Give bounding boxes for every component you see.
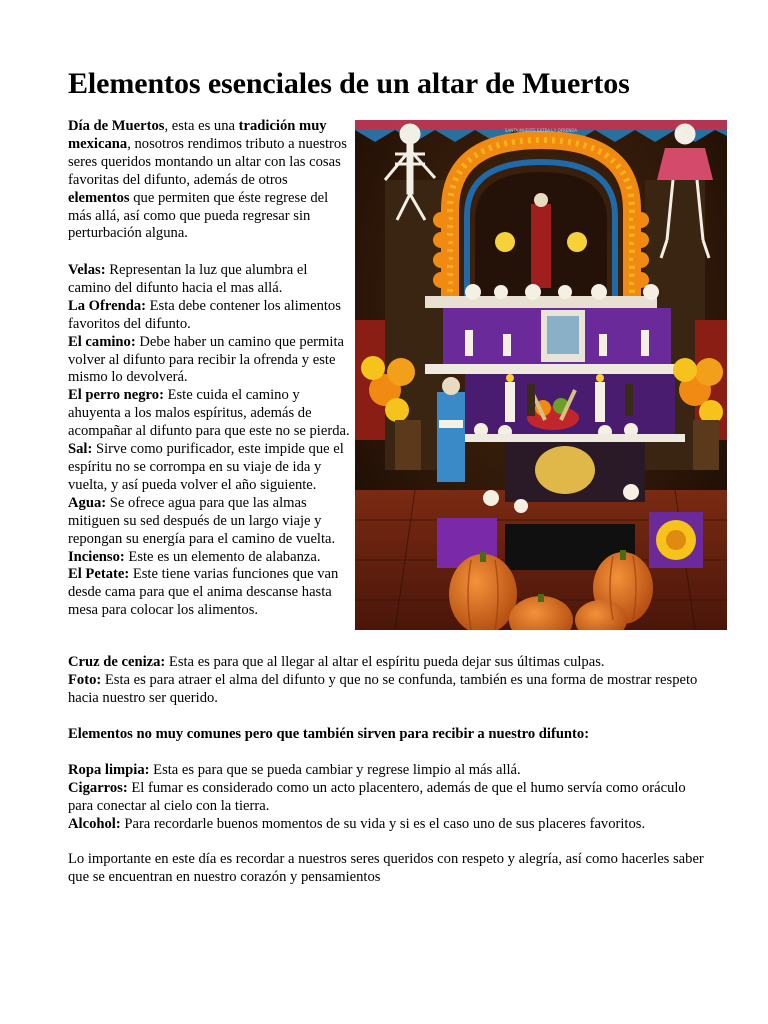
intro-text-1: , esta es una (164, 118, 239, 134)
element-term: Ropa limpia: (68, 762, 150, 778)
elements-list (68, 262, 352, 620)
element-text: Debe haber un camino que permita volver al difunto para recibir la ofrenda y este mismo lo devolverá. (68, 333, 344, 386)
element-term: La Ofrenda: (68, 297, 146, 314)
intro-text-2: , nosotros rendimos tributo a nuestros seres queridos montando un altar con las cosas favoritas del difunto, además de otros (68, 135, 347, 188)
intro-paragraph (68, 118, 352, 243)
intro-bold-1: Día de Muertos (68, 118, 165, 134)
element-term: Cruz de ceniza: (68, 654, 166, 670)
element-term: Incienso: (68, 548, 125, 565)
element-term: Foto: (68, 671, 102, 688)
element-term: Velas: (68, 262, 106, 278)
element-term: El Petate: (68, 566, 130, 583)
wide-elements-list (68, 654, 708, 708)
element-term: Agua: (68, 494, 107, 511)
element-term: Sal: (68, 441, 93, 458)
element-text: Este es un elemento de alabanza. (124, 548, 321, 565)
element-term: Alcohol: (68, 815, 121, 832)
element-text: El fumar es considerado como un acto placentero, además de que el humo servía como oráculo para conectar al cielo con la tierra. (68, 779, 686, 814)
element-ropa-limpia (68, 762, 708, 780)
element-term: El perro negro: (68, 387, 164, 404)
element-text: Representan la luz que alumbra el camino del difunto hacia el mas allá. (68, 262, 308, 296)
element-term: El camino: (68, 333, 136, 350)
element-cigarros (68, 780, 708, 816)
element-term: Cigarros: (68, 779, 128, 796)
element-text: Se ofrece agua para que las almas mitiguen su sed después de un largo viaje y repongan su energía para el camino de vuelta. (68, 494, 336, 547)
element-text: Este cuida el camino y ahuyenta a los malos espíritus, además de acompañar al difunto para que este no se pierda. (68, 387, 350, 440)
element-camino (68, 334, 352, 388)
element-text: Este tiene varias funciones que van desde cama para que el anima descanse hasta mesa para colocar los alimentos. (68, 566, 339, 619)
intro-text-3: que permiten que éste regrese del más allá, así como que pueda regresar sin perturbación alguna. (68, 189, 329, 242)
element-text: Esta es para atraer el alma del difunto y que no se confunda, también es una forma de mostrar respeto hacia nuestro ser querido. (68, 671, 698, 706)
element-text: Esta debe contener los alimentos favoritos del difunto. (68, 297, 341, 332)
element-foto (68, 672, 708, 708)
element-petate (68, 566, 352, 620)
closing-paragraph: Lo importante en este día es recordar a nuestros seres queridos con respeto y alegría, así como hacerles saber que se encuentran en nuestro corazón y pensamientos (68, 851, 704, 885)
element-text: Esta es para que al llegar al altar el espíritu pueda dejar sus últimas culpas. (165, 654, 605, 670)
element-ofrenda (68, 298, 352, 334)
element-velas (68, 262, 352, 298)
element-incienso (68, 549, 352, 567)
photo-banner: SANTA MUERTE EXTRA LA OFRENDA (504, 128, 578, 133)
element-text: Sirve como purificador, este impide que el espíritu no se corrompa en su viaje de ida y vuelta, y así pueda volver el año siguiente. (68, 441, 344, 493)
extra-elements-list (68, 762, 708, 834)
element-text: Para recordarle buenos momentos de su vida y si es el caso uno de sus placeres favoritos. (120, 815, 646, 832)
section-subheading: Elementos no muy comunes pero que también sirven para recibir a nuestro difunto: (68, 726, 590, 742)
intro-bold-3: elementos (68, 189, 130, 206)
element-text: Esta es para que se pueda cambiar y regrese limpio al más allá. (149, 762, 521, 778)
element-sal (68, 441, 352, 495)
altar-photo (355, 120, 727, 630)
intro-bold-2: tradición muy mexicana (68, 118, 327, 152)
page-title: Elementos esenciales de un altar de Muertos (68, 67, 630, 100)
element-cruz-ceniza (68, 654, 708, 672)
element-agua (68, 495, 352, 549)
element-perro-negro (68, 387, 352, 441)
element-alcohol (68, 816, 708, 834)
